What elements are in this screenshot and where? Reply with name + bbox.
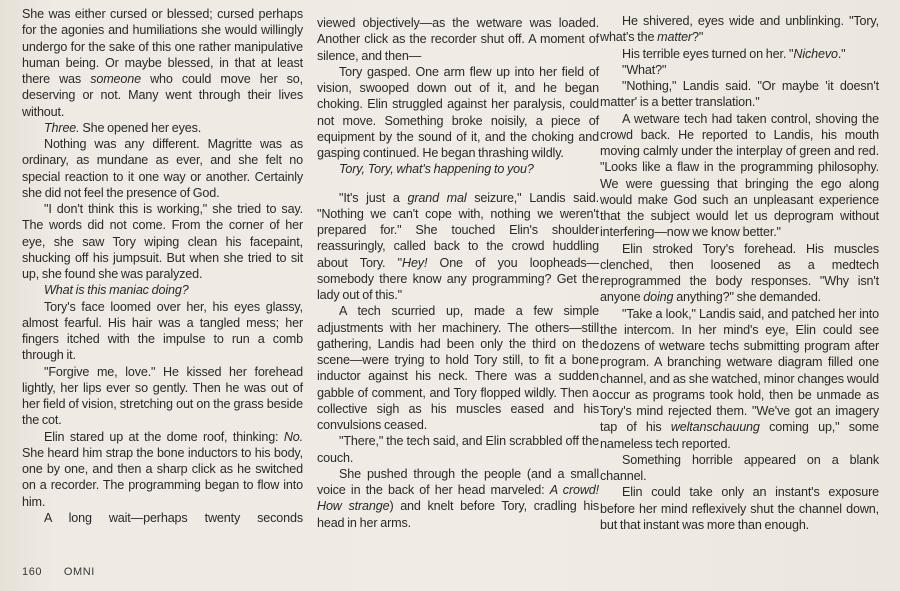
text-column-3 [600,13,879,533]
paragraph: "There," the tech said, and Elin scrabbled off the couch. [317,434,599,465]
paragraph: Nothing was any different. Magritte was as ordinary, as mundane as ever, and she felt no special reaction to it one way or another. Certainly she did not feel the presence of God. [22,137,303,200]
text-column-1 [22,6,303,526]
paragraph: A wetware tech had taken control, shoving the crowd back. He reported to Landis, his mouth moving calmly under the interplay of green and red. "Looks like a flaw in the programming philosophy. We were guessing that bringing the ego along would make God such an unpleasant experience that the subject would let us deprogram without interfering—now we know better." [600,111,879,240]
paragraph: "I don't think this is working," she tried to say. The words did not come. From the corner of her eye, she saw Tory wiping clean his facepaint, shucking off his jumpsuit. But when she tried to sit up, she found she was paralyzed. [22,202,303,281]
paragraph: "Nothing," Landis said. "Or maybe 'it doesn't matter' is a better translation." [600,79,879,110]
paragraph: Tory's face loomed over her, his eyes glassy, almost fearful. His hair was a tangled mess; her fingers itched with the impulse to run a comb through it. [22,299,303,363]
paragraph: A long wait—perhaps twenty seconds [44,510,303,525]
paragraph: "It's just a grand mal seizure," Landis said. "Nothing we can't cope with, nothing we weren't prepared for." She touched Elin's shoulder reassuringly, called back to the crowd huddling about Tory. "Hey! One of you loopheads—somebody there know any programming? Get the lady out of this." [317,190,600,302]
paragraph: Elin stared up at the dome roof, thinking: No. She heard him strap the bone inductors to his body, one by one, and then a sharp click as he switched on a recorder. The programming began to flow into him. [22,429,303,509]
text-column-2 [317,15,599,531]
paragraph: She pushed through the people (and a small voice in the back of her head marveled: A crowd! How strange) and knelt before Tory, cradling his head in her arms. [317,466,599,530]
paragraph: Elin stroked Tory's forehead. His muscles clenched, then loosened as a medtech reprogrammed the body responses. "Why isn't anyone doing anything?" she demanded. [600,241,879,305]
paragraph: She was either cursed or blessed; cursed perhaps for the agonies and humiliations she would willingly undergo for the sake of this one rather manipulative human being. Or maybe blessed, in that at least there was someone who could move her so, deserving or not. Many went through their lives without. [22,7,303,119]
paragraph: What is this maniac doing? [44,283,189,298]
paragraph: Three. She opened her eyes. [44,120,202,135]
paragraph: Elin could take only an instant's exposure before her mind reflexively shut the channel down, but that instant was more than enough. [600,485,879,532]
paragraph: Tory gasped. One arm flew up into her field of vision, swooped down out of it, and he began choking. Elin struggled against her paralysis, could not move. Something broke noisily, a piece of equipment by the sound of it, and the choking and gasping continued. He began thrashing wildly. [317,64,599,160]
paragraph: Something horrible appeared on a blank channel. [600,452,879,483]
paragraph: A tech scurried up, made a few simple adjustments with her machinery. The others—still gathering, Landis had been only the third on the scene—were trying to hold Tory still, to fit a bone inductor against his neck. There was a sudden gabble of comment, and Tory flopped wildly. Then a collective sigh as his muscles eased and his convulsions ceased. [317,304,599,432]
page-footer [22,566,113,578]
paragraph: "Take a look," Landis said, and patched her into the intercom. In her mind's eye, Elin could see dozens of wetware techs submitting program after program. A branching wetware diagram filled one channel, and as she watched, minor changes would occur as programs took hold, then be unmade as Tory's mind rejected them. "We've got an imagery tap of his weltanschauung coming up," some nameless tech reported. [600,306,879,451]
paragraph: Tory, Tory, what's happening to you? [339,162,534,177]
paragraph: He shivered, eyes wide and unblinking. "Tory, what's the matter?" [600,14,879,45]
paragraph: "What?" [622,62,667,77]
page-number: 160 [22,566,43,578]
paragraph: His terrible eyes turned on her. "Nichevo." [622,46,846,61]
paragraph: "Forgive me, love." He kissed her forehead lightly, her lips ever so gently. Then he was out of her field of vision, stretching out on the grass beside the cot. [22,364,303,428]
paragraph: viewed objectively—as the wetware was loaded. Another click as the recorder shut off. A moment of silence, and then— [317,16,599,63]
magazine-name: OMNI [63,566,95,578]
